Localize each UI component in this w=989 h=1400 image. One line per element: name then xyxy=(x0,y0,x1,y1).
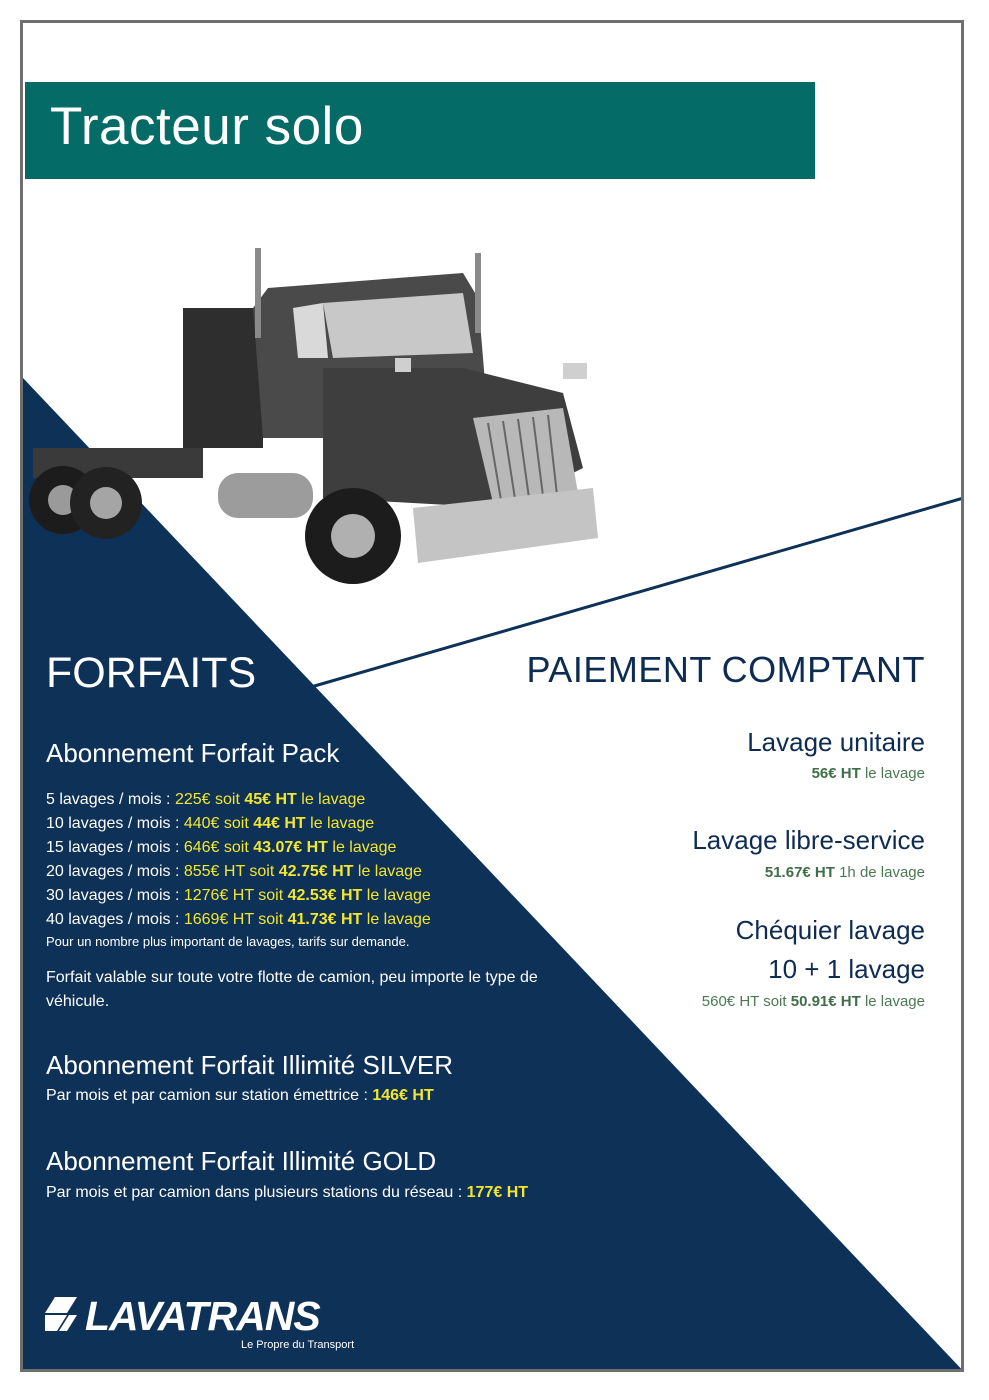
pack-row-unit-price: 45€ HT xyxy=(244,791,297,808)
chequier-prefix: 560€ HT soit xyxy=(701,993,791,1010)
chequier-title-line1: Chéquier lavage xyxy=(735,915,925,945)
pack-row-suffix: le lavage xyxy=(362,887,431,904)
silver-text: Par mois et par camion sur station émettrice : xyxy=(46,1087,373,1104)
pack-row-15 xyxy=(46,836,431,860)
unitaire-price-line xyxy=(812,765,925,782)
chequier-price: 50.91€ HT xyxy=(790,993,861,1010)
libre-price: 51.67€ HT xyxy=(764,864,835,881)
lavatrans-logo-text: LAVATRANS xyxy=(85,1293,320,1339)
pack-row-10 xyxy=(46,812,431,836)
pack-row-price: 1276€ HT soit xyxy=(183,887,288,904)
pack-row-label: 10 lavages / mois : xyxy=(46,815,184,832)
pack-row-price: 440€ soit xyxy=(183,815,254,832)
libre-price-line xyxy=(765,864,925,881)
chequier-price-line xyxy=(702,993,925,1010)
pack-row-label: 15 lavages / mois : xyxy=(46,839,184,856)
pack-row-5 xyxy=(46,788,431,812)
pack-row-label: 40 lavages / mois : xyxy=(46,911,184,928)
gold-title: Abonnement Forfait Illimité GOLD xyxy=(46,1146,437,1176)
libre-suffix: 1h de lavage xyxy=(834,864,925,881)
lavatrans-tagline: Le Propre du Transport xyxy=(241,1339,355,1351)
gold-line xyxy=(46,1184,528,1202)
pack-row-40 xyxy=(46,908,431,932)
truck-image xyxy=(23,218,623,618)
pack-row-30 xyxy=(46,884,431,908)
pack-row-label: 5 lavages / mois : xyxy=(46,791,175,808)
pack-row-suffix: le lavage xyxy=(362,911,431,928)
pack-row-unit-price: 41.73€ HT xyxy=(287,911,363,928)
pack-price-list xyxy=(46,788,431,932)
unitaire-suffix: le lavage xyxy=(860,765,925,782)
silver-line xyxy=(46,1087,434,1105)
gold-price: 177€ HT xyxy=(466,1184,529,1201)
gold-text: Par mois et par camion dans plusieurs stations du réseau : xyxy=(46,1184,467,1201)
pack-row-price: 646€ soit xyxy=(183,839,254,856)
page-title: Tracteur solo xyxy=(50,97,364,156)
libre-title: Lavage libre-service xyxy=(692,825,925,855)
pack-row-price: 855€ HT soit xyxy=(183,863,279,880)
chequier-suffix: le lavage xyxy=(860,993,925,1010)
silver-price: 146€ HT xyxy=(372,1087,434,1104)
pack-row-price: 225€ soit xyxy=(174,791,245,808)
forfaits-title: FORFAITS xyxy=(46,649,257,697)
lavatrans-logo-icon xyxy=(41,1293,81,1333)
pack-row-suffix: le lavage xyxy=(353,863,422,880)
unitaire-title: Lavage unitaire xyxy=(747,727,925,757)
pack-row-label: 30 lavages / mois : xyxy=(46,887,184,904)
pack-title: Abonnement Forfait Pack xyxy=(46,738,340,768)
pack-row-suffix: le lavage xyxy=(305,815,375,832)
pack-note: Pour un nombre plus important de lavages, tarifs sur demande. xyxy=(46,934,410,949)
unitaire-price: 56€ HT xyxy=(811,765,861,782)
pack-row-unit-price: 43.07€ HT xyxy=(253,839,328,856)
chequier-title-line2: 10 + 1 lavage xyxy=(768,954,925,984)
flyer-page xyxy=(20,20,964,1372)
pack-row-price: 1669€ HT soit xyxy=(183,911,288,928)
title-band xyxy=(25,82,815,179)
pack-row-suffix: le lavage xyxy=(296,791,366,808)
pack-row-label: 20 lavages / mois : xyxy=(46,863,184,880)
pack-row-unit-price: 42.53€ HT xyxy=(287,887,363,904)
paiement-title: PAIEMENT COMPTANT xyxy=(526,649,925,690)
pack-row-unit-price: 44€ HT xyxy=(253,815,306,832)
pack-row-20 xyxy=(46,860,431,884)
pack-row-unit-price: 42.75€ HT xyxy=(278,863,354,880)
pack-row-suffix: le lavage xyxy=(327,839,397,856)
fleet-note: Forfait valable sur toute votre flotte de camion, peu importe le type de véhicule. xyxy=(46,969,538,1010)
silver-title: Abonnement Forfait Illimité SILVER xyxy=(46,1050,454,1080)
